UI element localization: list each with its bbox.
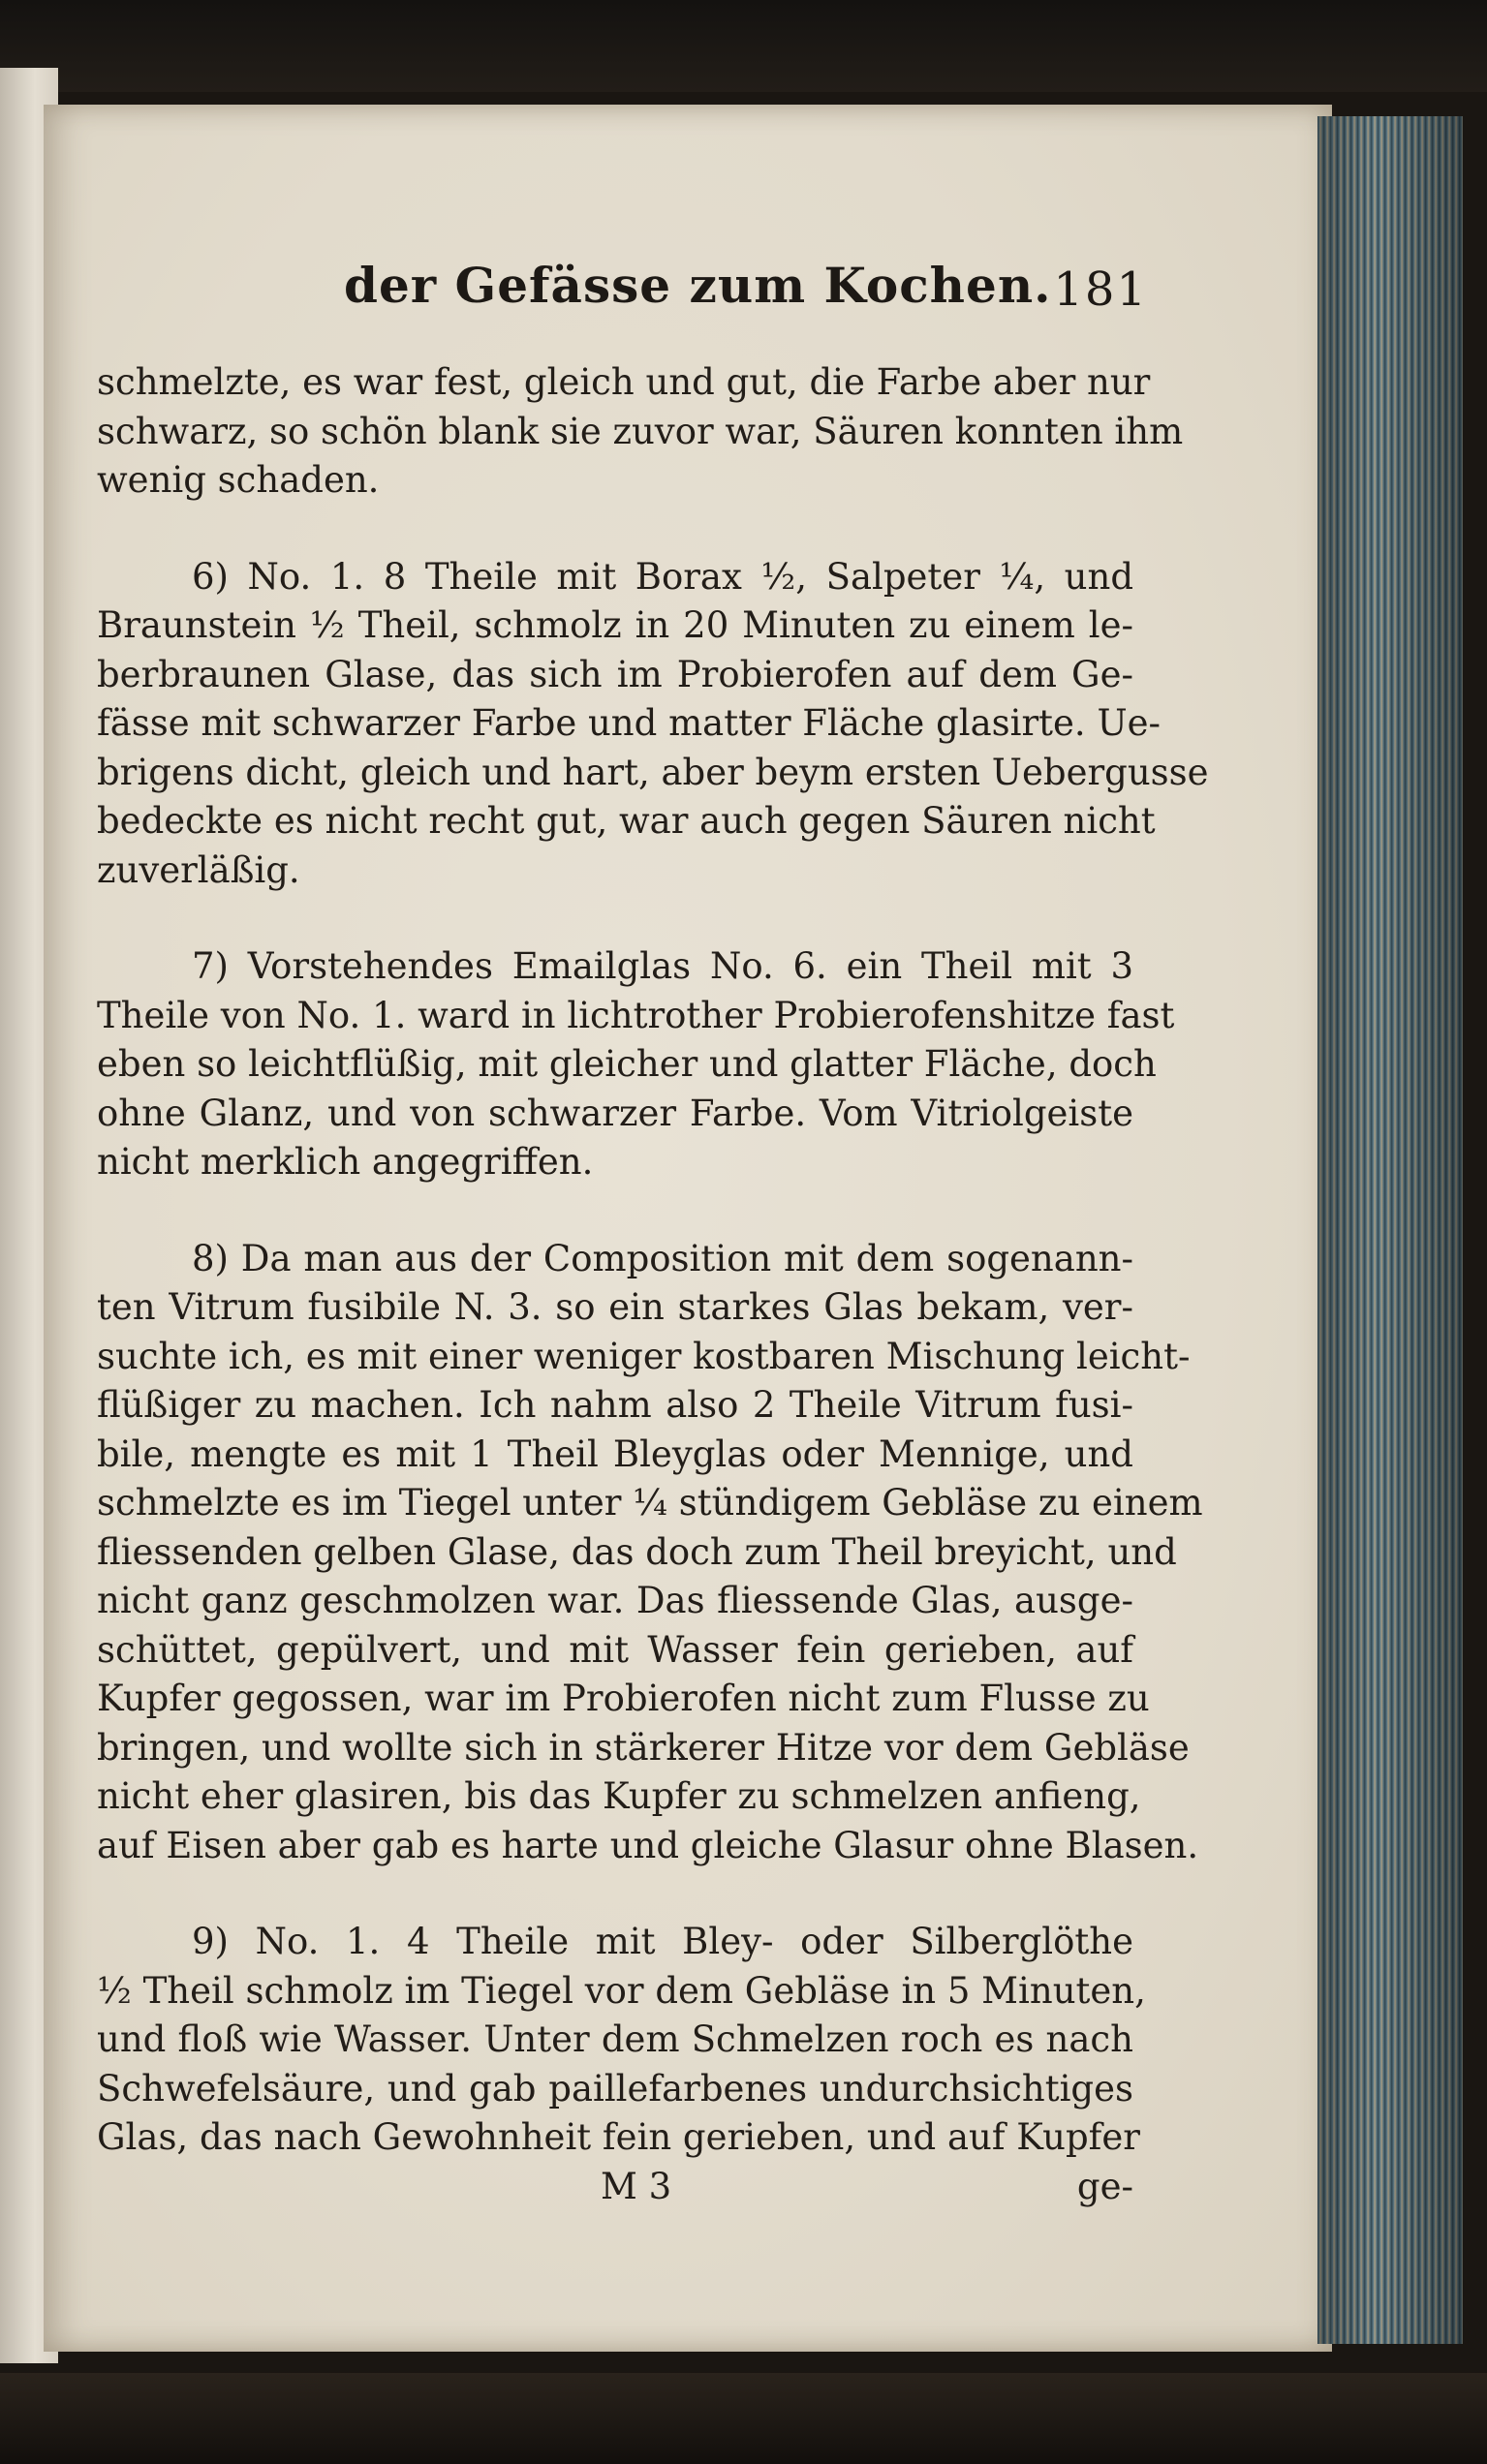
- paragraph-8: [97, 1235, 1203, 1871]
- text-line: berbraunen Glase, das sich im Probierofen auf dem Ge-: [97, 653, 1133, 695]
- text-line: Kupfer gegossen, war im Probierofen nicht zum Flusse zu: [97, 1678, 1150, 1719]
- text-line: Theile von No. 1. ward in lichtrother Probierofenshitze fast: [97, 994, 1175, 1036]
- text-line: nicht merklich angegriffen.: [97, 1141, 594, 1183]
- text-line: fässe mit schwarzer Farbe und matter Fläche glasirte. Ue-: [97, 702, 1162, 744]
- text-line: fliessenden gelben Glase, das doch zum Theil breyicht, und: [97, 1530, 1177, 1573]
- text-line: 6) No. 1. 8 Theile mit Borax ½, Salpeter ¼, und: [192, 555, 1133, 598]
- text-line: 8) Da man aus der Composition mit dem sogenann-: [192, 1237, 1133, 1279]
- text-line: zuverläßig.: [97, 848, 300, 891]
- text-line: und floß wie Wasser. Unter dem Schmelzen roch es nach: [97, 2018, 1133, 2060]
- text-line: nicht eher glasiren, bis das Kupfer zu schmelzen anfieng,: [97, 1775, 1141, 1817]
- text-line: 7) Vorstehendes Emailglas No. 6. ein Theil mit 3: [192, 945, 1133, 987]
- paragraph: [97, 358, 1184, 506]
- text-line: ten Vitrum fusibile N. 3. so ein starkes Glas bekam, ver-: [97, 1286, 1133, 1328]
- text-line: suchte ich, es mit einer weniger kostbaren Mischung leicht-: [97, 1335, 1191, 1377]
- text-line: nicht ganz geschmolzen war. Das fliessende Glas, ausge-: [97, 1580, 1133, 1621]
- page-header: [344, 257, 1148, 334]
- text-line: ½ Theil schmolz im Tiegel vor dem Gebläse in 5 Minuten,: [97, 1969, 1146, 2012]
- text-line: schmelzte, es war fest, gleich und gut, die Farbe aber nur: [97, 361, 1151, 403]
- text-line: bedeckte es nicht recht gut, war auch gegen Säuren nicht: [97, 800, 1156, 842]
- text-line: Braunstein ½ Theil, schmolz in 20 Minuten zu einem le-: [97, 604, 1133, 646]
- text-line: schmelzte es im Tiegel unter ¼ stündigem Gebläse zu einem: [97, 1482, 1203, 1524]
- signature-mark: M 3: [601, 2165, 672, 2207]
- text-line: flüßiger zu machen. Ich nahm also 2 Theile Vitrum fusi-: [97, 1384, 1133, 1426]
- text-line: Glas, das nach Gewohnheit fein gerieben, und auf Kupfer: [97, 2116, 1140, 2158]
- book-fore-edge-shadow: [1317, 116, 1463, 2344]
- page-number: 181: [1053, 262, 1148, 317]
- text-line: ohne Glanz, und von schwarzer Farbe. Vom Vitriolgeiste: [97, 1092, 1133, 1134]
- scan-background-top: [0, 0, 1487, 92]
- text-line: 9) No. 1. 4 Theile mit Bley- oder Silberglöthe: [192, 1921, 1133, 1962]
- paragraph-7: [97, 942, 1175, 1187]
- text-line: wenig schaden.: [97, 459, 380, 501]
- running-title: der Gefässe zum Kochen.: [344, 257, 1052, 314]
- page-footer: [97, 2163, 1133, 2211]
- text-line: bile, mengte es mit 1 Theil Bleyglas oder Mennige, und: [97, 1432, 1133, 1475]
- scan-background-bottom: [0, 2373, 1487, 2464]
- text-line: schwarz, so schön blank sie zuvor war, Säuren konnten ihm: [97, 410, 1184, 452]
- text-line: auf Eisen aber gab es harte und gleiche Glasur ohne Blasen.: [97, 1824, 1199, 1866]
- paragraph-6: [97, 553, 1209, 896]
- text-line: eben so leichtflüßig, mit gleicher und glatter Fläche, doch: [97, 1043, 1157, 1085]
- text-line: bringen, und wollte sich in stärkerer Hitze vor dem Gebläse: [97, 1726, 1190, 1769]
- text-line: Schwefelsäure, und gab paillefarbenes undurchsichtiges: [97, 2067, 1133, 2110]
- paragraph-9: [97, 1918, 1146, 2163]
- text-line: brigens dicht, gleich und hart, aber beym ersten Uebergusse: [97, 751, 1209, 793]
- text-line: schüttet, gepülvert, und mit Wasser fein gerieben, auf: [97, 1628, 1133, 1671]
- body-text: [97, 358, 1209, 2211]
- catchword: ge-: [1076, 2165, 1133, 2207]
